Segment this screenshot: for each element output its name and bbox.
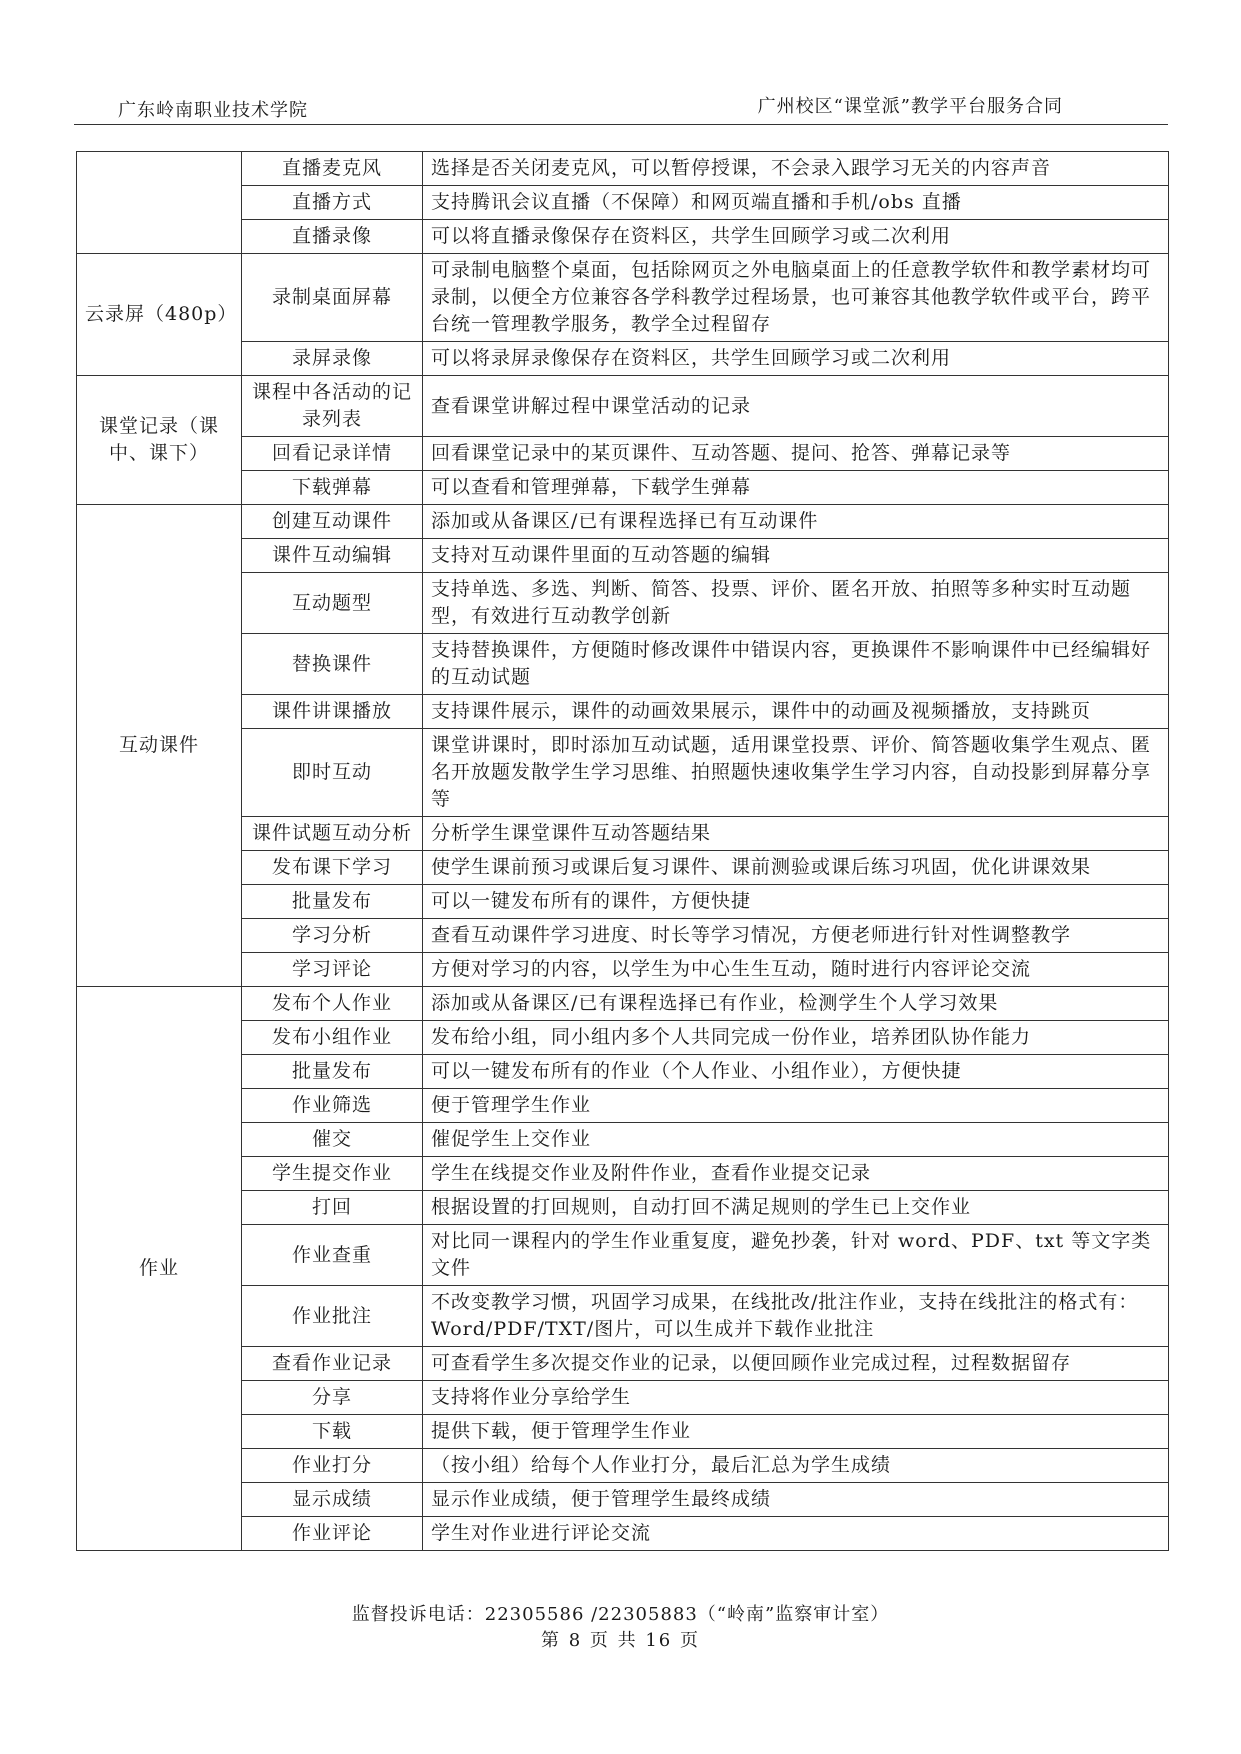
- feature-cell: 批量发布: [242, 1055, 423, 1089]
- feature-table: [76, 151, 1169, 1551]
- category-cell: [77, 152, 242, 254]
- feature-cell: 课程中各活动的记录列表: [242, 376, 423, 437]
- description-cell: 可以一键发布所有的课件，方便快捷: [423, 885, 1169, 919]
- description-cell: （按小组）给每个人作业打分，最后汇总为学生成绩: [423, 1449, 1169, 1483]
- feature-table-body: [77, 152, 1169, 1551]
- header-contract-title: 广州校区“课堂派”教学平台服务合同: [757, 96, 1063, 117]
- description-cell: 查看课堂讲解过程中课堂活动的记录: [423, 376, 1169, 437]
- description-cell: 可查看学生多次提交作业的记录，以便回顾作业完成过程，过程数据留存: [423, 1347, 1169, 1381]
- category-cell: 作业: [77, 987, 242, 1551]
- feature-cell: 作业批注: [242, 1286, 423, 1347]
- description-cell: 添加或从备课区/已有课程选择已有作业，检测学生个人学习效果: [423, 987, 1169, 1021]
- feature-cell: 课件试题互动分析: [242, 817, 423, 851]
- feature-cell: 课件互动编辑: [242, 539, 423, 573]
- feature-cell: 作业查重: [242, 1225, 423, 1286]
- category-cell: 云录屏（480p）: [77, 254, 242, 376]
- feature-cell: 发布个人作业: [242, 987, 423, 1021]
- feature-cell: 直播麦克风: [242, 152, 423, 186]
- feature-cell: 回看记录详情: [242, 437, 423, 471]
- feature-cell: 课件讲课播放: [242, 695, 423, 729]
- description-cell: 支持对互动课件里面的互动答题的编辑: [423, 539, 1169, 573]
- description-cell: 根据设置的打回规则，自动打回不满足规则的学生已上交作业: [423, 1191, 1169, 1225]
- description-cell: 选择是否关闭麦克风，可以暂停授课，不会录入跟学习无关的内容声音: [423, 152, 1169, 186]
- feature-cell: 替换课件: [242, 634, 423, 695]
- feature-cell: 创建互动课件: [242, 505, 423, 539]
- description-cell: 使学生课前预习或课后复习课件、课前测验或课后练习巩固，优化讲课效果: [423, 851, 1169, 885]
- description-cell: 提供下载，便于管理学生作业: [423, 1415, 1169, 1449]
- feature-cell: 直播方式: [242, 186, 423, 220]
- description-cell: 添加或从备课区/已有课程选择已有互动课件: [423, 505, 1169, 539]
- table-row: [77, 254, 1169, 342]
- feature-cell: 学习分析: [242, 919, 423, 953]
- table-row: [77, 505, 1169, 539]
- description-cell: 发布给小组，同小组内多个人共同完成一份作业，培养团队协作能力: [423, 1021, 1169, 1055]
- feature-cell: 学习评论: [242, 953, 423, 987]
- description-cell: 回看课堂记录中的某页课件、互动答题、提问、抢答、弹幕记录等: [423, 437, 1169, 471]
- feature-cell: 学生提交作业: [242, 1157, 423, 1191]
- description-cell: 可以将录屏录像保存在资料区，共学生回顾学习或二次利用: [423, 342, 1169, 376]
- feature-cell: 即时互动: [242, 729, 423, 817]
- feature-cell: 直播录像: [242, 220, 423, 254]
- description-cell: 课堂讲课时，即时添加互动试题，适用课堂投票、评价、简答题收集学生观点、匿名开放题发散学生学习思维、拍照题快速收集学生学习内容，自动投影到屏幕分享等: [423, 729, 1169, 817]
- feature-cell: 催交: [242, 1123, 423, 1157]
- description-cell: 支持单选、多选、判断、简答、投票、评价、匿名开放、拍照等多种实时互动题型，有效进行互动教学创新: [423, 573, 1169, 634]
- description-cell: 方便对学习的内容，以学生为中心生生互动，随时进行内容评论交流: [423, 953, 1169, 987]
- feature-cell: 打回: [242, 1191, 423, 1225]
- footer-complaint-line: 监督投诉电话：22305586 /22305883（“岭南”监察审计室）: [351, 1604, 890, 1625]
- description-cell: 不改变教学习惯，巩固学习成果，在线批改/批注作业，支持在线批注的格式有：Word/PDF/TXT/图片，可以生成并下载作业批注: [423, 1286, 1169, 1347]
- description-cell: 支持腾讯会议直播（不保障）和网页端直播和手机/obs 直播: [423, 186, 1169, 220]
- header-institution: 广东岭南职业技术学院: [118, 100, 308, 121]
- description-cell: 显示作业成绩，便于管理学生最终成绩: [423, 1483, 1169, 1517]
- description-cell: 对比同一课程内的学生作业重复度，避免抄袭，针对 word、PDF、txt 等文字类文件: [423, 1225, 1169, 1286]
- description-cell: 支持将作业分享给学生: [423, 1381, 1169, 1415]
- table-row: [77, 376, 1169, 437]
- feature-cell: 发布课下学习: [242, 851, 423, 885]
- feature-cell: 作业打分: [242, 1449, 423, 1483]
- feature-cell: 批量发布: [242, 885, 423, 919]
- category-cell: 互动课件: [77, 505, 242, 987]
- header-divider: [74, 124, 1168, 125]
- description-cell: 支持课件展示，课件的动画效果展示，课件中的动画及视频播放，支持跳页: [423, 695, 1169, 729]
- feature-cell: 互动题型: [242, 573, 423, 634]
- feature-cell: 查看作业记录: [242, 1347, 423, 1381]
- footer-page-number: 第 8 页 共 16 页: [541, 1630, 700, 1651]
- description-cell: 学生在线提交作业及附件作业，查看作业提交记录: [423, 1157, 1169, 1191]
- feature-cell: 录制桌面屏幕: [242, 254, 423, 342]
- description-cell: 查看互动课件学习进度、时长等学习情况，方便老师进行针对性调整教学: [423, 919, 1169, 953]
- description-cell: 可以一键发布所有的作业（个人作业、小组作业），方便快捷: [423, 1055, 1169, 1089]
- feature-cell: 作业评论: [242, 1517, 423, 1551]
- description-cell: 可以查看和管理弹幕，下载学生弹幕: [423, 471, 1169, 505]
- feature-cell: 分享: [242, 1381, 423, 1415]
- category-cell: 课堂记录（课中、课下）: [77, 376, 242, 505]
- feature-cell: 下载: [242, 1415, 423, 1449]
- feature-cell: 录屏录像: [242, 342, 423, 376]
- description-cell: 分析学生课堂课件互动答题结果: [423, 817, 1169, 851]
- description-cell: 催促学生上交作业: [423, 1123, 1169, 1157]
- table-row: [77, 987, 1169, 1021]
- description-cell: 支持替换课件，方便随时修改课件中错误内容，更换课件不影响课件中已经编辑好的互动试题: [423, 634, 1169, 695]
- description-cell: 学生对作业进行评论交流: [423, 1517, 1169, 1551]
- description-cell: 便于管理学生作业: [423, 1089, 1169, 1123]
- feature-cell: 发布小组作业: [242, 1021, 423, 1055]
- description-cell: 可以将直播录像保存在资料区，共学生回顾学习或二次利用: [423, 220, 1169, 254]
- table-row: [77, 152, 1169, 186]
- feature-cell: 显示成绩: [242, 1483, 423, 1517]
- feature-cell: 作业筛选: [242, 1089, 423, 1123]
- description-cell: 可录制电脑整个桌面，包括除网页之外电脑桌面上的任意教学软件和教学素材均可录制，以便全方位兼容各学科教学过程场景，也可兼容其他教学软件或平台，跨平台统一管理教学服务，教学全过程留存: [423, 254, 1169, 342]
- feature-cell: 下载弹幕: [242, 471, 423, 505]
